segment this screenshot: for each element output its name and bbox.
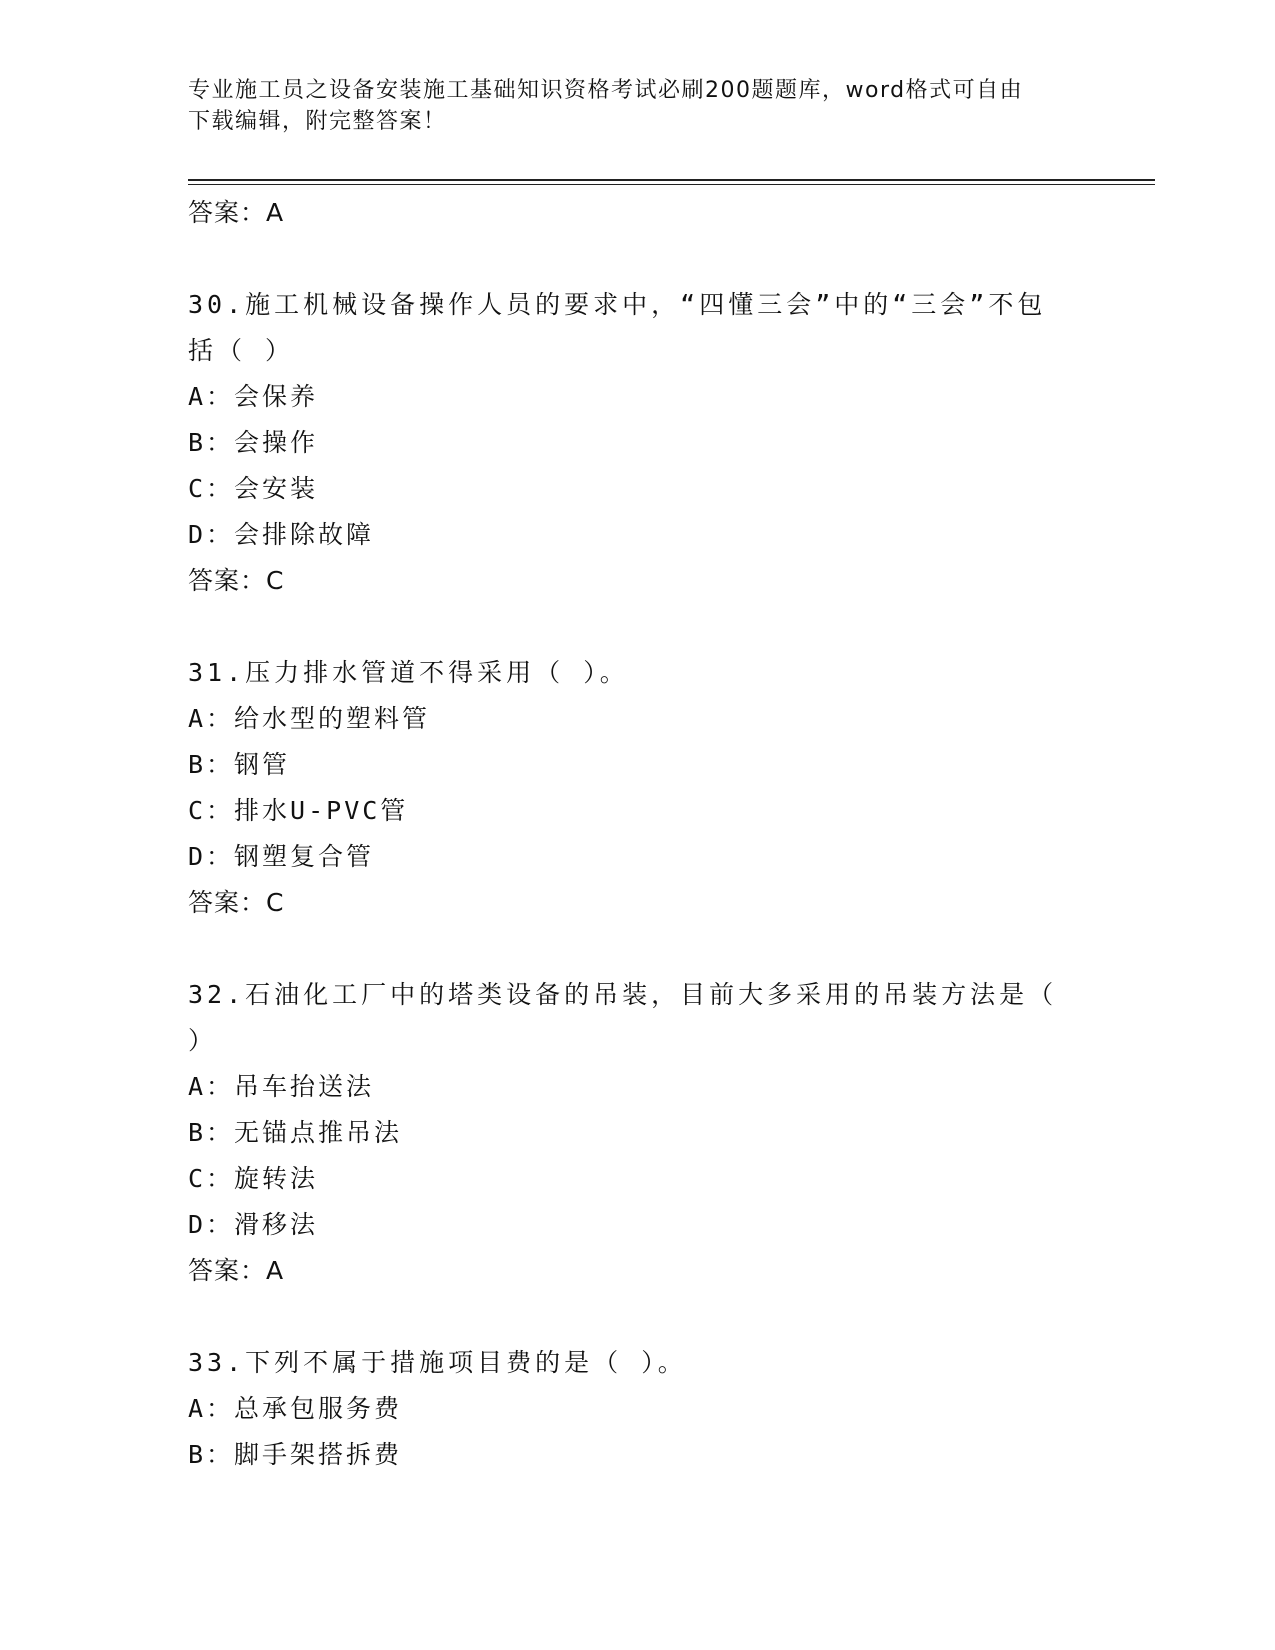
option-d: D：滑移法 [188,1210,319,1239]
page-header [188,75,1068,137]
header-line-2: 下载编辑，附完整答案！ [188,109,447,134]
spacer [188,926,1088,972]
question-text: 30.施工机械设备操作人员的要求中，“四懂三会”中的“三会”不包 [188,290,1047,319]
option-c: C：会安装 [188,474,319,503]
question-block [188,1340,1088,1478]
answer: 答案：C [188,888,285,917]
option-b: B：钢管 [188,750,291,779]
option-a: A：吊车抬送法 [188,1072,375,1101]
answer: 答案：A [188,1256,285,1285]
option-a: A：给水型的塑料管 [188,704,431,733]
question-text: 31.压力排水管道不得采用（ ）。 [188,658,629,687]
previous-answer: 答案：A [188,198,285,227]
question-text-continued: ） [188,1026,218,1055]
question-block [188,650,1088,926]
spacer [188,1294,1088,1340]
answer: 答案：C [188,566,285,595]
option-b: B：会操作 [188,428,319,457]
question-text: 32.石油化工厂中的塔类设备的吊装，目前大多采用的吊装方法是（ [188,980,1058,1009]
question-block [188,282,1088,604]
header-divider-thick [188,179,1155,181]
option-b: B：脚手架搭拆费 [188,1440,403,1469]
option-a: A：会保养 [188,382,319,411]
option-c: C：排水U-PVC管 [188,796,409,825]
option-b: B：无锚点推吊法 [188,1118,403,1147]
option-d: D：会排除故障 [188,520,375,549]
header-line-1: 专业施工员之设备安装施工基础知识资格考试必刷200题题库，word格式可自由 [188,78,1024,103]
spacer [188,604,1088,650]
question-text: 33.下列不属于措施项目费的是（ ）。 [188,1348,687,1377]
header-divider-thin [188,184,1155,185]
option-d: D：钢塑复合管 [188,842,375,871]
option-a: A：总承包服务费 [188,1394,403,1423]
question-block [188,972,1088,1294]
question-list [188,190,1088,1478]
option-c: C：旋转法 [188,1164,319,1193]
question-text-continued: 括（ ） [188,336,295,365]
spacer [188,236,1088,282]
